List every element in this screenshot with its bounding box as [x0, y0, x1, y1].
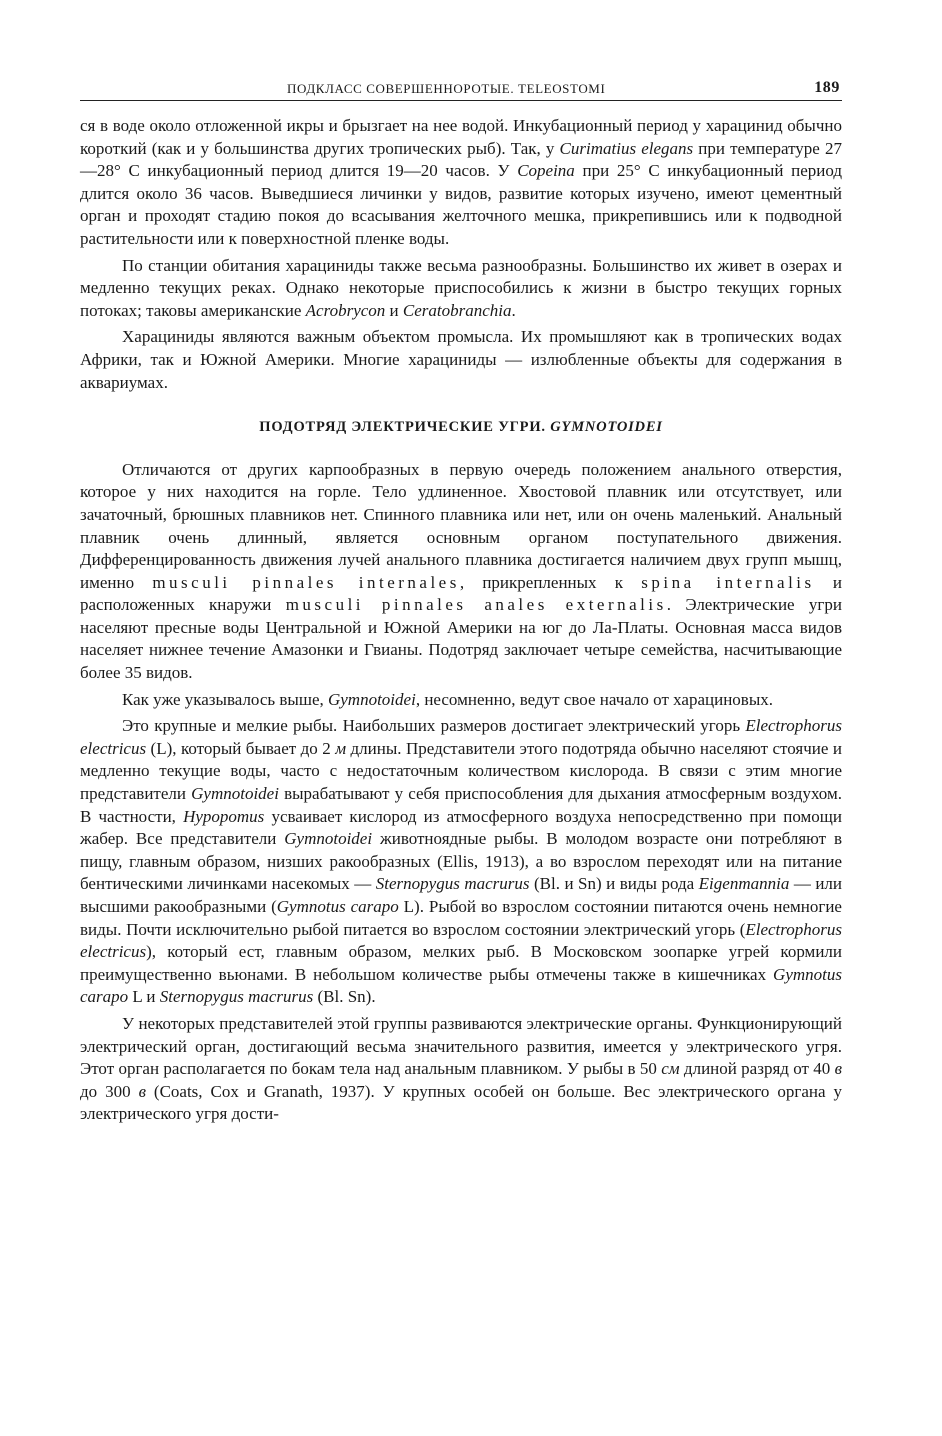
- body-text: [80, 115, 842, 1126]
- paragraph-biology: Это крупные и мелкие рыбы. Наибольших размеров достигает электрический угорь Electrophorus electricus (L), который бывает до 2 м длины. Представители этого подотряда обычно населяют стоячие и медленно текущие воды, часто с недостаточным количеством кислорода. В связи с этим многие представители Gymnotoidei вырабатывают у себя приспособления для дыхания атмосферным воздухом. В частности, Hypopomus усваивает кислород из атмосферного воздуха непосредственно при помощи жабер. Все представители Gymnotoidei животноядные рыбы. В молодом возрасте они потребляют в пищу, главным образом, низших ракообразных (Ellis, 1913), а во взрослом переходят или на питание бентическими личинками насекомых — Sternopygus macrurus (Bl. и Sn) и виды рода Eigenmannia — или высшими ракообразными (Gymnotus carapo L). Рыбой во взрослом состоянии питаются очень немногие виды. Почти исключительно рыбой питается во взрослом состоянии электрический угорь (Electrophorus electricus), который ест, главным образом, мелких рыб. В Московском зоопарке угрей кормили преимущественно вьюнами. В небольшом количестве рыбы отмечены также в кишечниках Gymnotus carapo L и Sternopygus macrurus (Bl. Sn).: [80, 716, 843, 1007]
- paragraph-habitat: По станции обитания харациниды также весьма разнообразны. Большинство их живет в озерах и медленно текущих реках. Однако некоторые приспособились к жизни в быстро текущих горных потоках; таковы американские Acrobrycon и Ceratobranchia.: [80, 255, 842, 320]
- muscle-term: musculi pinnales anales externalis: [285, 595, 667, 615]
- section-heading-latin: GYMNOTOIDEI: [550, 419, 663, 436]
- page-number: 189: [814, 79, 840, 96]
- genus-name: Copeina: [517, 161, 575, 181]
- genus-name: Acrobrycon: [305, 300, 386, 320]
- running-header: [80, 70, 842, 101]
- running-title: ПОДКЛАСС СОВЕРШЕННОРОТЫЕ. TELEOSTOMI: [287, 81, 606, 96]
- paragraph-description: Отличаются от других карпообразных в первую очередь положением анального отверстия, которое у них находится на горле. Тело удлиненное. Хвостовой плавник или отсутствует, или зачаточный, брюшных плавников нет. Спинного плавника или нет, или он очень маленький. Анальный плавник очень длинный, является основным органом поступательного движения. Дифференцированность движения лучей анального плавника достигается наличием двух групп мышц, именно musculi pinnales internales, прикрепленных к spina internalis и расположенных кнаружи musculi pinnales anales externalis. Электрические угри населяют пресные воды Центральной и Южной Америки на юг до Ла-Платы. Основная масса видов населяет нижнее течение Амазонки и Гвианы. Подотряд заключает четыре семейства, насчитывающие более 35 видов.: [80, 459, 842, 683]
- taxon-name: Gymnotoidei: [327, 689, 416, 709]
- paragraph-fishery: Харациниды являются важным объектом промысла. Их промышляют как в тропических водах Африки, так и Южной Америки. Многие харациниды — излюбленные объекты для содержания в аквариумах.: [80, 327, 842, 392]
- species-name: Curimatius elegans: [559, 138, 694, 158]
- anatomy-term: spina internalis: [641, 572, 815, 592]
- paragraph-origin: Как уже указывалось выше, Gymnotoidei, несомненно, ведут свое начало от харациновых.: [122, 689, 773, 709]
- genus-name: Ceratobranchia: [402, 300, 512, 320]
- muscle-term: musculi pinnales internales: [152, 572, 460, 592]
- paragraph-electric-organ: У некоторых представителей этой группы развиваются электрические органы. Функционирующий электрический орган, достигающий весьма значительного развития, имеется у электрического угря. Этот орган располагается по бокам тела над анальным плавником. У рыбы в 50 см длиной разряд от 40 в до 300 в (Coats, Cox и Granath, 1937). У крупных особей он больше. Вес электрического органа у электрического угря дости-: [80, 1013, 842, 1124]
- section-heading: ПОДОТРЯД ЭЛЕКТРИЧЕСКИЕ УГРИ. GYMNOTOIDEI: [259, 419, 663, 436]
- paragraph-incubation: ся в воде около отложенной икры и брызгает на нее водой. Инкубационный период у харацинид обычно короткий (как и у большинства других тропических рыб). Так, у Curimatius elegans при температуре 27—28° С инкубационный период длится 19—20 часов. У Copeina при 25° С инкубационный период длится около 36 часов. Выведшиеся личинки у видов, развитие которых изучено, имеют цементный орган и проходят стадию покоя до всасывания желточного мешка, прикрепившись или к подводной растительности или к поверхностной пленке воды.: [80, 116, 842, 248]
- book-page: [80, 70, 842, 1130]
